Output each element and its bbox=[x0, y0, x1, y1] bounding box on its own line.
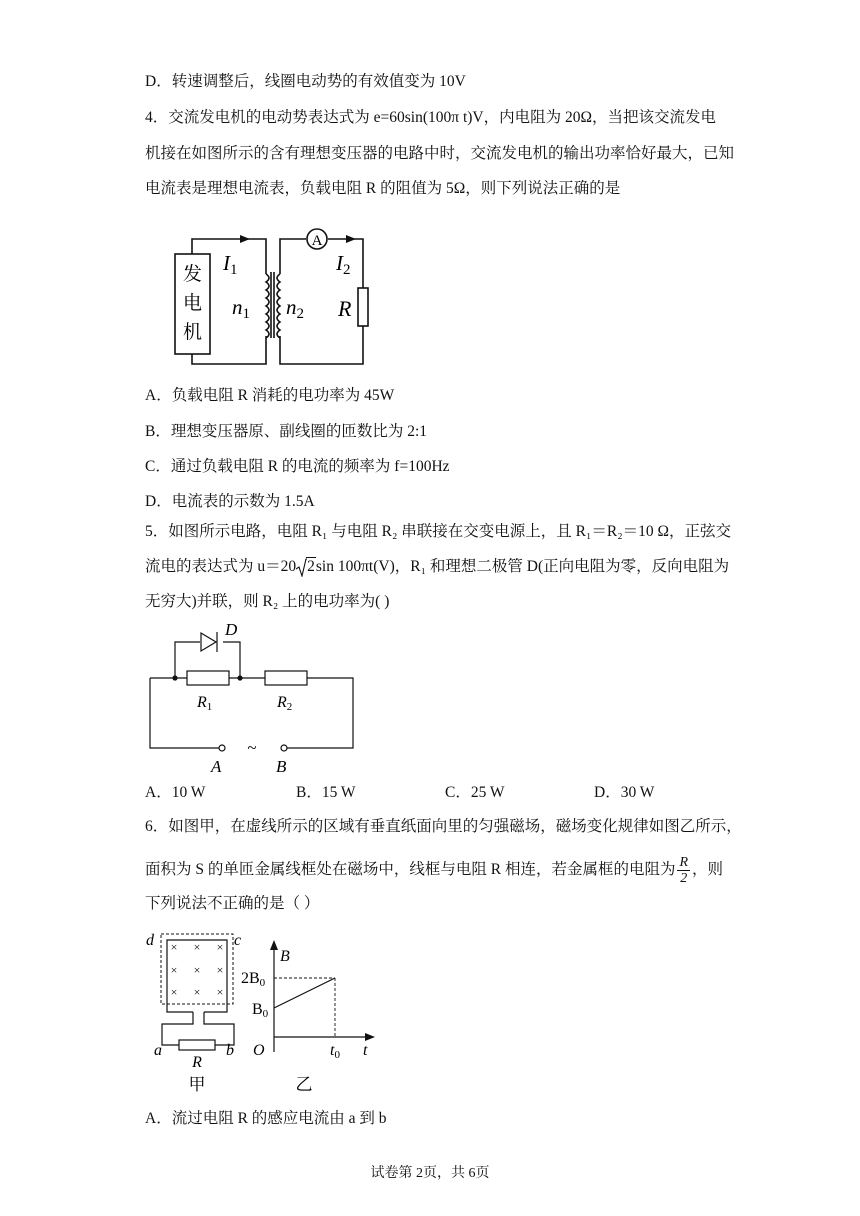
axis-label-t: t bbox=[363, 1042, 368, 1059]
q4-stem-line-1: 4．交流发电机的电动势表达式为 e=60sin(100π t)V，内电阻为 20Ω，当把该交流发电 bbox=[145, 109, 717, 126]
q5-option-d: D．30 W bbox=[594, 784, 655, 801]
label-b-terminal: b bbox=[226, 1042, 234, 1059]
label-i1-main: I bbox=[223, 251, 230, 275]
tick-t0 bbox=[330, 1042, 340, 1061]
cross-5: × bbox=[193, 963, 201, 977]
generator-char-3: 机 bbox=[182, 322, 203, 343]
cross-9: × bbox=[216, 985, 224, 999]
generator-char-2: 电 bbox=[182, 293, 203, 314]
tick-2b0-main: 2B bbox=[241, 970, 260, 987]
q3-option-d: D．转速调整后，线圈电动势的有效值变为 10V bbox=[145, 73, 466, 90]
cross-1: × bbox=[170, 940, 178, 954]
arrow-i1-icon bbox=[240, 235, 250, 243]
origin-label: O bbox=[253, 1042, 265, 1059]
label-n2-sub: 2 bbox=[296, 306, 304, 322]
q6-stem-line-3: 下列说法不正确的是（ ） bbox=[145, 895, 320, 912]
tick-t0-main: t bbox=[330, 1042, 335, 1059]
page-footer: 试卷第 2页，共 6页 bbox=[370, 1166, 490, 1181]
label-r-jia: R bbox=[192, 1054, 202, 1071]
label-r1-sub: 1 bbox=[206, 701, 213, 713]
fraction-r-over-2 bbox=[677, 855, 690, 886]
q5-option-a: A．10 W bbox=[145, 784, 206, 801]
resistor-r2 bbox=[265, 671, 307, 685]
label-r2 bbox=[276, 694, 292, 713]
b-t-line bbox=[274, 978, 335, 1008]
q4-option-b: B．理想变压器原、副线圈的匝数比为 2:1 bbox=[145, 423, 428, 440]
sqrt-symbol bbox=[296, 556, 316, 578]
tick-2b0-sub: 0 bbox=[259, 977, 266, 989]
q4-option-d: D．电流表的示数为 1.5A bbox=[145, 493, 315, 510]
cross-4: × bbox=[170, 963, 178, 977]
sqrt-value: 2 bbox=[307, 558, 315, 575]
label-n1-sub: 1 bbox=[242, 306, 250, 322]
q6-option-a: A．流过电阻 R 的感应电流由 a 到 b bbox=[145, 1110, 387, 1127]
diode-triangle-icon bbox=[201, 633, 216, 651]
t-axis-arrow-icon bbox=[365, 1033, 375, 1041]
generator-char-1: 发 bbox=[182, 264, 203, 285]
caption-jia: 甲 bbox=[188, 1075, 206, 1094]
cross-6: × bbox=[216, 963, 224, 977]
primary-coil bbox=[266, 274, 269, 338]
q5-circuit-figure bbox=[145, 618, 360, 776]
label-i2-sub: 2 bbox=[343, 262, 351, 278]
axis-label-b: B bbox=[280, 948, 290, 965]
label-r1 bbox=[196, 694, 212, 713]
frac-denominator: 2 bbox=[680, 871, 688, 886]
q6-line2-pre: 面积为 S 的单匝金属线框处在磁场中，线框与电阻 R 相连，若金属框的电阻为 bbox=[145, 861, 676, 879]
q4-option-c: C．通过负载电阻 R 的电流的频率为 f=100Hz bbox=[145, 458, 450, 475]
q5-line2-pre: 流电的表达式为 u＝20 bbox=[145, 558, 297, 575]
source-symbol: ~ bbox=[247, 738, 257, 757]
label-n2 bbox=[286, 295, 304, 322]
cross-3: × bbox=[216, 940, 224, 954]
cross-2: × bbox=[193, 940, 201, 954]
cross-marks bbox=[171, 940, 224, 999]
caption-yi: 乙 bbox=[295, 1075, 313, 1094]
q6-figure-jia bbox=[142, 926, 252, 1094]
label-b: B bbox=[276, 757, 287, 776]
cross-7: × bbox=[170, 985, 178, 999]
frac-numerator: R bbox=[679, 855, 689, 870]
q4-stem-line-2: 机接在如图所示的含有理想变压器的电路中时，交流发电机的输出功率恰好最大，已知 bbox=[145, 145, 735, 162]
q6-line2-post: ，则 bbox=[692, 861, 724, 879]
secondary-coil bbox=[277, 274, 280, 338]
tick-b0-main: B bbox=[252, 1001, 263, 1018]
q5-stem-line-1: 5．如图所示电路，电阻 R₁ 与电阻 R₂ 串联接在交变电源上，且 R₁＝R₂＝10 Ω，正弦交 bbox=[145, 523, 731, 540]
label-i2-main: I bbox=[336, 251, 343, 275]
label-i2 bbox=[335, 251, 351, 278]
arrow-i2-icon bbox=[346, 235, 356, 243]
label-n2-main: n bbox=[286, 295, 297, 319]
label-r1-main: R bbox=[197, 694, 207, 711]
label-n1-main: n bbox=[232, 295, 243, 319]
label-r: R bbox=[338, 296, 352, 321]
label-c-corner: c bbox=[234, 932, 242, 949]
tick-b0 bbox=[252, 1001, 269, 1020]
label-a-terminal: a bbox=[154, 1042, 162, 1059]
tick-2b0 bbox=[241, 970, 266, 989]
q6-figure-yi bbox=[237, 940, 377, 1094]
q4-transformer-figure bbox=[168, 226, 378, 372]
q5-option-c: C．25 W bbox=[445, 784, 505, 801]
q6-stem-line-2 bbox=[145, 855, 723, 886]
label-r2-main: R bbox=[277, 694, 287, 711]
q5-option-b: B．15 W bbox=[296, 784, 356, 801]
cross-8: × bbox=[193, 985, 201, 999]
label-i1 bbox=[222, 251, 238, 278]
resistor-r bbox=[358, 288, 368, 326]
label-d-corner: d bbox=[146, 932, 154, 949]
resistor-r1 bbox=[187, 671, 229, 685]
label-a: A bbox=[211, 757, 222, 776]
q5-stem-line-3: 无穷大)并联，则 R₂ 上的电功率为( ) bbox=[145, 593, 390, 610]
tick-b0-sub: 0 bbox=[262, 1008, 269, 1020]
label-n1 bbox=[232, 295, 250, 322]
terminal-a bbox=[219, 745, 225, 751]
q5-stem-line-2 bbox=[145, 556, 729, 578]
label-i1-sub: 1 bbox=[230, 262, 238, 278]
label-d: D bbox=[225, 620, 238, 639]
ammeter-label: A bbox=[311, 233, 323, 249]
tick-t0-sub: 0 bbox=[334, 1049, 340, 1061]
q4-stem-line-3: 电流表是理想电流表，负载电阻 R 的阻值为 5Ω，则下列说法正确的是 bbox=[145, 180, 621, 197]
resistor-r-jia bbox=[179, 1040, 215, 1050]
q6-stem-line-1: 6．如图甲，在虚线所示的区域有垂直纸面向里的匀强磁场，磁场变化规律如图乙所示， bbox=[145, 818, 742, 835]
label-r2-sub: 2 bbox=[286, 701, 293, 713]
terminal-b bbox=[281, 745, 287, 751]
b-axis-arrow-icon bbox=[270, 940, 278, 950]
q5-line2-post: sin 100πt(V)，R₁ 和理想二极管 D(正向电阻为零，反向电阻为 bbox=[315, 558, 730, 575]
q4-option-a: A．负载电阻 R 消耗的电功率为 45W bbox=[145, 387, 395, 404]
